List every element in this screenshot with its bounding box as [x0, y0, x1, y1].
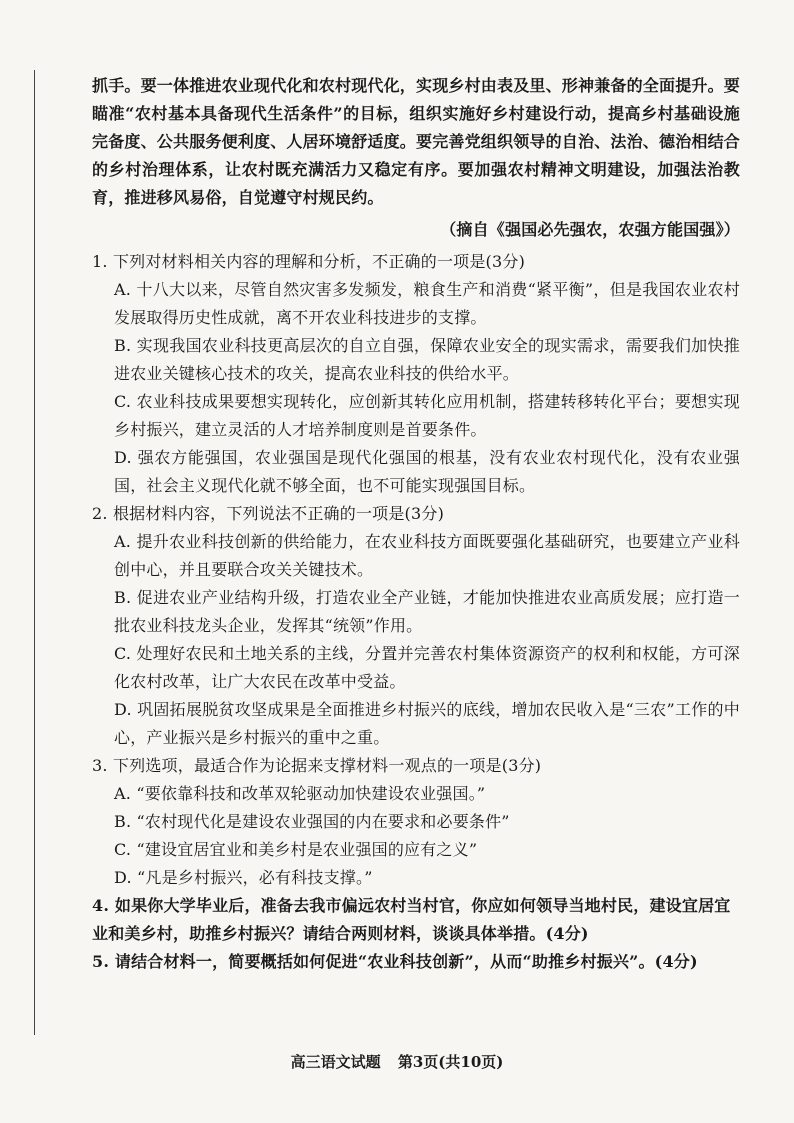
option-d: D. “凡是乡村振兴，必有科技支撑。” — [114, 868, 373, 887]
option-b: B. “农村现代化是建设农业强国的内在要求和必要条件” — [114, 812, 510, 831]
margin-line — [34, 70, 35, 1035]
question-stem: 4. 如果你大学毕业后，准备去我市偏远农村当村官，你应如何领导当地村民，建设宜居宜业和美乡村，助推乡村振兴？请结合两则材料，谈谈具体举措。(4分) — [92, 896, 731, 943]
question-2 — [92, 500, 740, 752]
option-a: A. “要依靠科技和改革双轮驱动加快建设农业强国。” — [114, 784, 486, 803]
question-4 — [92, 892, 740, 948]
exam-page — [92, 72, 740, 976]
option-d: D. 巩固拓展脱贫攻坚成果是全面推进乡村振兴的底线，增加农民收入是“三农”工作的中心，产业振兴是乡村振兴的重中之重。 — [114, 700, 740, 747]
page-footer — [0, 1051, 794, 1072]
question-stem: 1. 下列对材料相关内容的理解和分析，不正确的一项是(3分) — [92, 252, 526, 271]
option-b: B. 实现我国农业科技更高层次的自立自强，保障农业安全的现实需求，需要我们加快推进农业关键核心技术的攻关，提高农业科技的供给水平。 — [114, 336, 740, 383]
option-a: A. 提升农业科技创新的供给能力，在农业科技方面既要强化基础研究，也要建立产业科创中心，并且要联合攻关关键技术。 — [114, 532, 740, 579]
option-a: A. 十八大以来，尽管自然灾害多发频发，粮食生产和消费“紧平衡”，但是我国农业农村发展取得历史性成就，离不开农业科技进步的支撑。 — [114, 280, 740, 327]
option-c: C. 处理好农民和土地关系的主线，分置并完善农村集体资源资产的权利和权能，方可深化农村改革，让广大农民在改革中受益。 — [114, 644, 740, 691]
option-c: C. 农业科技成果要想实现转化，应创新其转化应用机制，搭建转移转化平台；要想实现乡村振兴，建立灵活的人才培养制度则是首要条件。 — [114, 392, 740, 439]
question-stem: 2. 根据材料内容，下列说法不正确的一项是(3分) — [92, 504, 445, 523]
question-5 — [92, 948, 740, 976]
option-c: C. “建设宜居宜业和美乡村是农业强国的应有之义” — [114, 840, 478, 859]
option-d: D. 强农方能强国，农业强国是现代化强国的根基，没有农业农村现代化，没有农业强国，社会主义现代化就不够全面，也不可能实现强国目标。 — [114, 448, 740, 495]
question-1 — [92, 248, 740, 500]
footer-subject: 高三语文试题 — [290, 1053, 381, 1071]
passage-text: 抓手。要一体推进农业现代化和农村现代化，实现乡村由表及里、形神兼备的全面提升。要瞄准“农村基本具备现代生活条件”的目标，组织实施好乡村建设行动，提高乡村基础设施完备度、公共服务便利度、人居环境舒适度。要完善党组织领导的自治、法治、德治相结合的乡村治理体系，让农村既充满活力又稳定有序。要加强农村精神文明建设，加强法治教育，推进移风易俗，自觉遵守村规民约。 — [92, 76, 741, 207]
passage-source: （摘自《强国必先强农，农强方能国强》） — [440, 220, 740, 239]
question-stem: 5. 请结合材料一，简要概括如何促进“农业科技创新”，从而“助推乡村振兴”。(4分) — [92, 952, 698, 971]
option-b: B. 促进农业产业结构升级，打造农业全产业链，才能加快推进农业高质发展；应打造一批农业科技龙头企业，发挥其“统领”作用。 — [114, 588, 740, 635]
question-stem: 3. 下列选项，最适合作为论据来支撑材料一观点的一项是(3分) — [92, 756, 542, 775]
question-3 — [92, 752, 740, 892]
footer-page-number: 第3页(共10页) — [397, 1053, 504, 1071]
